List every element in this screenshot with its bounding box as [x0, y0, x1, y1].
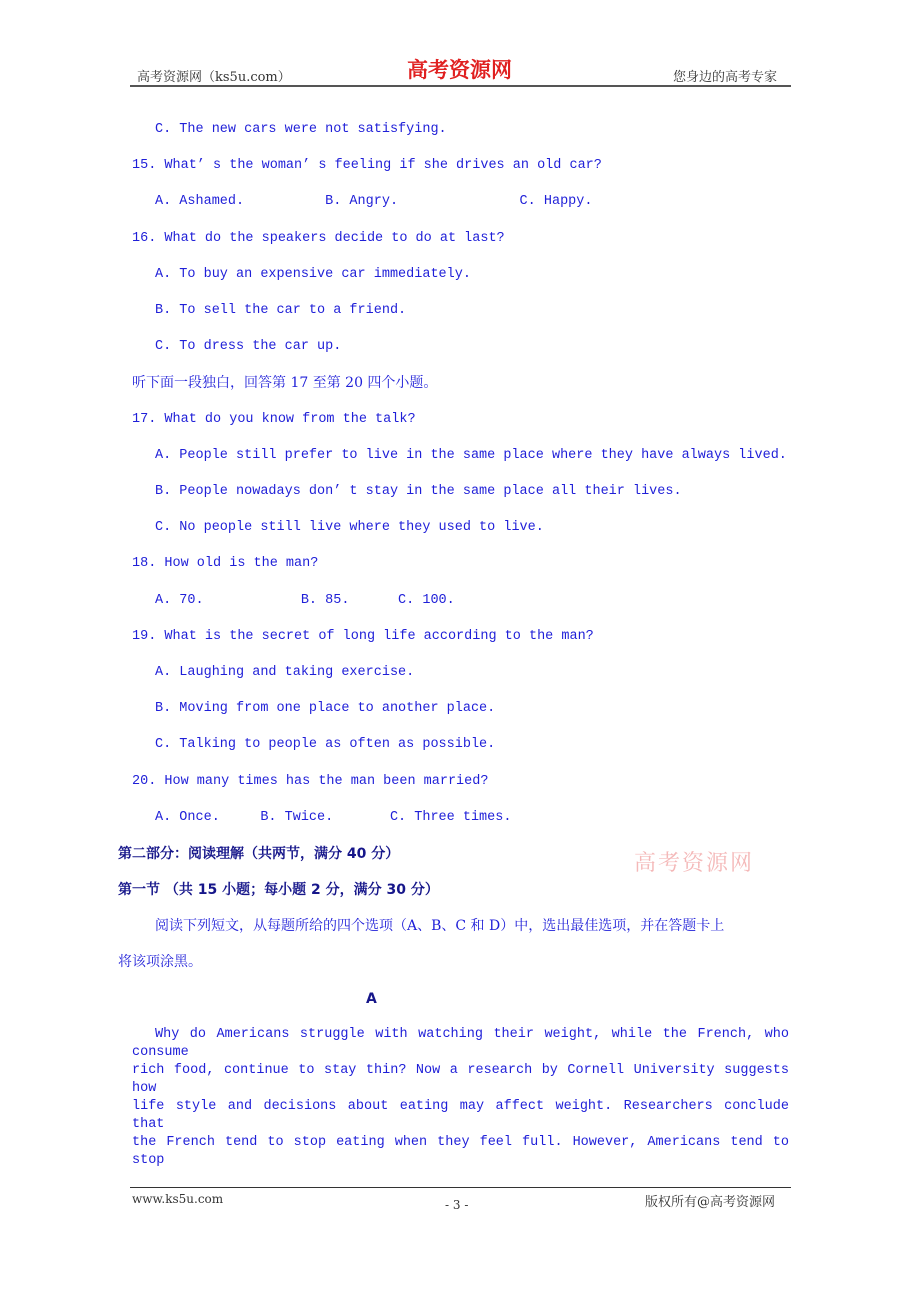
question-line: 18. How old is the man? [132, 556, 319, 572]
section-heading: 第一节 （共 15 小题；每小题 2 分，满分 30 分） [118, 882, 439, 898]
question-line: C. The new cars were not satisfying. [155, 122, 447, 137]
footer-website[interactable]: www.ks5u.com [132, 1192, 224, 1206]
question-line: 20. How many times has the man been married? [132, 773, 489, 789]
instructions-line-1: 阅读下列短文，从每题所给的四个选项（A、B、C 和 D）中，选出最佳选项，并在答题卡上 [155, 918, 725, 934]
part-heading: 第二部分：阅读理解（共两节，满分 40 分） [118, 846, 400, 862]
passage-line: life style and decisions about eating may affect weight. Researchers conclude that [132, 1099, 789, 1132]
footer-copyright: 版权所有@高考资源网 [645, 1195, 776, 1210]
question-line: 19. What is the secret of long life according to the man? [132, 628, 594, 644]
question-line: B. To sell the car to a friend. [155, 303, 407, 318]
instructions-line-2: 将该项涂黑。 [118, 954, 202, 970]
passage-line: rich food, continue to stay thin? Now a research by Cornell University suggests how [132, 1063, 789, 1096]
passage-line: the French tend to stop eating when they feel full. However, Americans tend to stop [132, 1135, 789, 1168]
question-line: A. To buy an expensive car immediately. [155, 266, 471, 282]
footer-rule [130, 1187, 791, 1188]
question-line: A. Once. B. Twice. C. Three times. [155, 809, 512, 825]
question-line: B. Moving from one place to another place. [155, 701, 496, 717]
passage-label: A [366, 991, 377, 1007]
question-line: C. No people still live where they used to live. [155, 520, 544, 536]
header-rule [130, 85, 791, 87]
header-left: 高考资源网（ks5u.com） [137, 70, 291, 85]
header-right: 您身边的高考专家 [673, 70, 778, 85]
question-line: A. 70. B. 85. C. 100. [155, 592, 455, 608]
question-line: B. People nowadays don’ t stay in the same place all their lives. [155, 484, 682, 499]
site-logo: 高考资源网 [407, 57, 512, 82]
question-line: 15. What’ s the woman’ s feeling if she drives an old car? [132, 158, 602, 174]
question-line: 17. What do you know from the talk? [132, 411, 416, 427]
question-line: C. To dress the car up. [155, 339, 342, 355]
question-line: A. Ashamed. B. Angry. C. Happy. [155, 194, 593, 210]
question-line: 16. What do the speakers decide to do at last? [132, 230, 505, 246]
passage-line: Why do Americans struggle with watching their weight, while the French, who consume [132, 1027, 789, 1060]
page-number: - 3 - [445, 1198, 469, 1212]
watermark: 高考资源网 [634, 851, 755, 876]
question-line: C. Talking to people as often as possible. [155, 737, 496, 753]
question-line: A. Laughing and taking exercise. [155, 665, 415, 680]
section-instruction: 听下面一段独白，回答第 17 至第 20 四个小题。 [132, 375, 438, 392]
question-line: A. People still prefer to live in the same place where they have always lived. [155, 447, 787, 463]
